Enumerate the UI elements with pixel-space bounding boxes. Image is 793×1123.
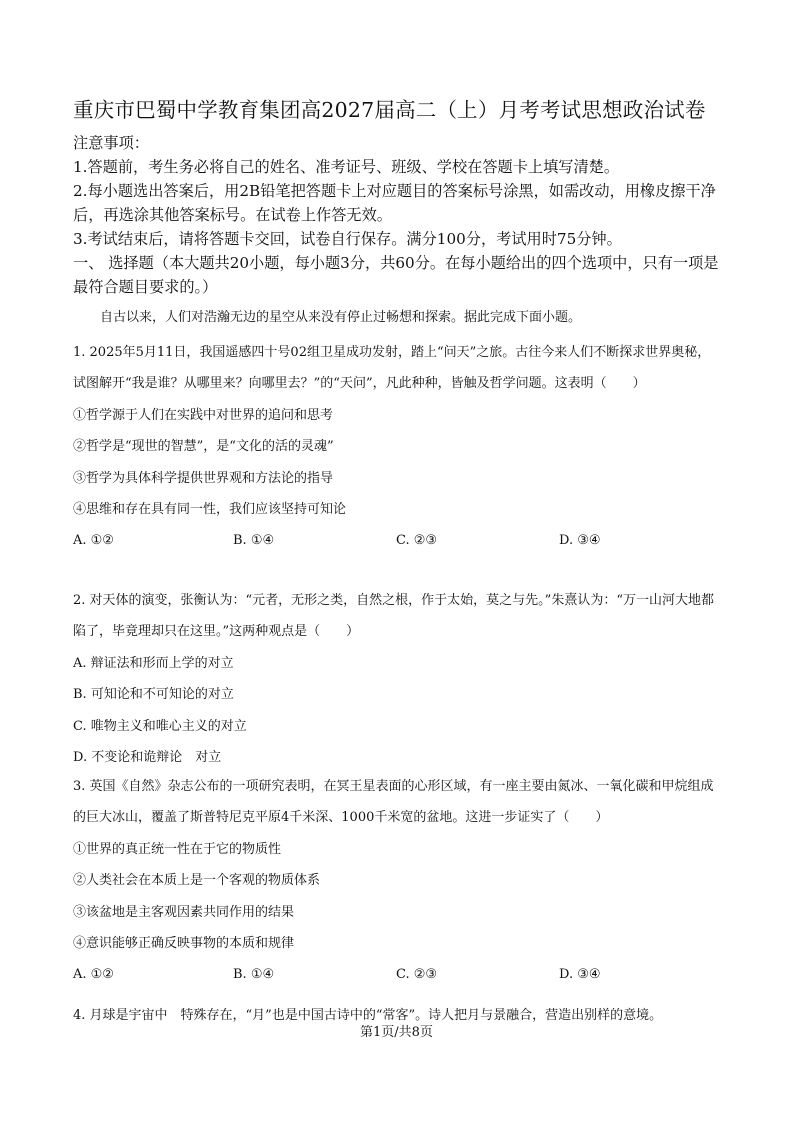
question-3 — [73, 771, 723, 991]
statement-item: ②哲学是“现世的智慧”，是“文化的活的灵魂” — [73, 439, 334, 455]
question-stem: 2. 对天体的演变，张衡认为：“元者，无形之类，自然之根，作于太始，莫之与先。”朱熹认为：“万一山河大地都陷了，毕竟理却只在这里。”这两种观点是（ ） — [73, 593, 714, 640]
instruction-item: 3.考试结束后，请将答题卡交回，试卷自行保存。满分100分，考试用时75分钟。 — [73, 230, 622, 248]
statement-item: ③哲学为具体科学提供世界观和方法论的指导 — [73, 470, 334, 486]
option-b: B. ①④ — [233, 967, 275, 983]
statement-item: ④思维和存在具有同一性，我们应该坚持可知论 — [73, 502, 347, 518]
statement-item: ③该盆地是主客观因素共同作用的结果 — [73, 904, 295, 920]
question-2 — [73, 585, 723, 773]
option-d: D. ③④ — [559, 533, 601, 549]
section-heading: 一、 选择题（本大题共20小题，每小题3分，共60分。在每小题给出的四个选项中，只有一项是最符合题目要求的。） — [73, 254, 719, 296]
option-d: D. 不变论和诡辩论 对立 — [73, 750, 222, 766]
question-stem: 3. 英国《自然》杂志公布的一项研究表明，在冥王星表面的心形区域，有一座主要由氮冰、一氧化碳和甲烷组成的巨大冰山，覆盖了斯普特尼克平原4千米深、1000千米宽的盆地。这进一步证实了（ ） — [73, 779, 714, 826]
instruction-item: 2.每小题选出答案后，用2B铅笔把答题卡上对应题目的答案标号涂黑，如需改动，用橡皮擦干净后，再选涂其他答案标号。在试卷上作答无效。 — [73, 182, 716, 224]
option-b: B. ①④ — [233, 533, 275, 549]
option-c: C. 唯物主义和唯心主义的对立 — [73, 718, 247, 734]
statement-item: ①哲学源于人们在实践中对世界的追问和思考 — [73, 407, 334, 423]
option-c: C. ②③ — [396, 533, 438, 549]
answer-options — [73, 525, 723, 556]
page-title: 重庆市巴蜀中学教育集团高2027届高二（上）月考考试思想政治试卷 — [73, 98, 706, 122]
option-d: D. ③④ — [559, 967, 601, 983]
option-b: B. 可知论和不可知论的对立 — [73, 687, 234, 703]
answer-options — [73, 959, 723, 990]
option-a: A. ①② — [73, 533, 114, 549]
instructions — [73, 131, 728, 299]
instructions-heading: 注意事项： — [73, 134, 149, 152]
instruction-item: 1.答题前，考生务必将自己的姓名、准考证号、班级、学校在答题卡上填写清楚。 — [73, 158, 620, 176]
page-footer: 第1页/共8页 — [360, 1025, 433, 1040]
statement-item: ④意识能够正确反映事物的本质和规律 — [73, 936, 295, 952]
statement-item: ②人类社会在本质上是一个客观的物质体系 — [73, 873, 321, 889]
question-stem: 4. 月球是宇宙中 特殊存在，“月”也是中国古诗中的“常客”。诗人把月与景融合，营造出别样的意境。 — [73, 1008, 663, 1023]
passage-intro: 自古以来，人们对浩瀚无边的星空从来没有停止过畅想和探索。据此完成下面小题。 — [100, 310, 582, 325]
question-1 — [73, 337, 723, 557]
question-stem: 1. 2025年5月11日，我国遥感四十号02组卫星成功发射，踏上“问天”之旅。古往今来人们不断探求世界奥秘，试图解开“我是谁？从哪里来？向哪里去？”的“天问”，凡此种种，皆触及哲学问题。这表明（ ） — [73, 345, 711, 392]
option-c: C. ②③ — [396, 967, 438, 983]
statement-item: ①世界的真正统一性在于它的物质性 — [73, 841, 282, 857]
option-a: A. ①② — [73, 967, 114, 983]
option-a: A. 辩证法和形而上学的对立 — [73, 655, 234, 671]
